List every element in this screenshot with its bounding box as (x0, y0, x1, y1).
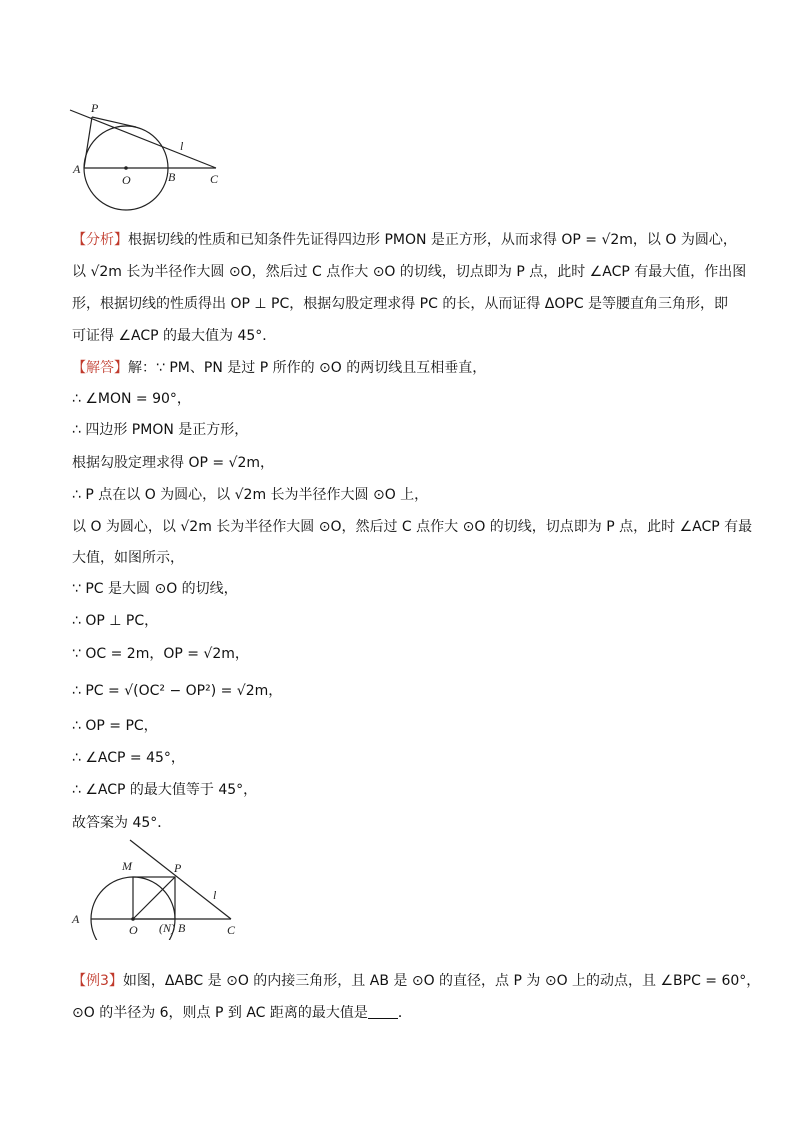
example-tag: 【例3】 (72, 973, 123, 989)
solution-line-2: ∴ ∠MON = 90°， (72, 391, 191, 407)
solution-line-7: 大值，如图所示， (72, 550, 184, 566)
label-b: B (178, 921, 186, 935)
label-o: O (129, 923, 138, 937)
label-l: l (213, 888, 217, 902)
solution-line-13: ∴ ∠ACP = 45°， (72, 750, 185, 766)
point-o (131, 917, 135, 921)
answer-blank[interactable] (368, 1004, 398, 1019)
label-a: A (73, 162, 81, 176)
label-o: O (122, 173, 131, 187)
solution-line-6: 以 O 为圆心，以 √2m 长为半径作大圆 ⊙O，然后过 C 点作大 ⊙O 的切线，切点即为 P 点，此时 ∠ACP 有最 (72, 519, 753, 535)
solution-line-1: 【解答】解：∵ PM、PN 是过 P 所作的 ⊙O 的两切线且互相垂直， (72, 360, 487, 376)
label-c: C (227, 923, 236, 937)
label-m: M (122, 859, 132, 873)
point-o (124, 166, 128, 170)
solution-line-11: ∴ PC = √(OC² − OP²) = √2m， (72, 683, 283, 699)
label-c: C (210, 172, 219, 186)
solution-line-12: ∴ OP = PC， (72, 718, 158, 734)
example-line-2: ⊙O 的半径为 6，则点 P 到 AC 距离的最大值是 ． (72, 1005, 412, 1021)
label-b: B (168, 170, 176, 184)
solution-line-9: ∴ OP ⊥ PC， (72, 613, 159, 629)
analysis-line-2: 以 √2m 长为半径作大圆 ⊙O，然后过 C 点作大 ⊙O 的切线，切点即为 P 点，此时 ∠ACP 有最大值，作出图 (72, 264, 747, 280)
figure-2-square-construction (60, 835, 245, 940)
analysis-line-1: 【分析】根据切线的性质和已知条件先证得四边形 PMON 是正方形，从而求得 OP = √2m，以 O 为圆心， (72, 232, 737, 248)
label-p: P (91, 101, 99, 115)
example-line-1: 【例3】如图，ΔABC 是 ⊙O 的内接三角形，且 AB 是 ⊙O 的直径，点 P 为 ⊙O 上的动点，且 ∠BPC = 60°， (72, 973, 761, 989)
analysis-line-3: 形，根据切线的性质得出 OP ⊥ PC，根据勾股定理求得 PC 的长，从而证得 ΔOPC 是等腰直角三角形，即 (72, 296, 729, 312)
solution-line-4: 根据勾股定理求得 OP = √2m， (72, 455, 275, 471)
analysis-tag: 【分析】 (72, 232, 128, 248)
label-p: P (174, 861, 182, 875)
solution-line-8: ∵ PC 是大圆 ⊙O 的切线， (72, 581, 238, 597)
label-n: (N) (159, 921, 175, 935)
solution-line-14: ∴ ∠ACP 的最大值等于 45°， (72, 782, 258, 798)
solution-line-10: ∵ OC = 2m，OP = √2m， (72, 646, 249, 662)
line-pa (84, 117, 92, 168)
solution-line-3: ∴ 四边形 PMON 是正方形， (72, 422, 249, 438)
label-a: A (72, 912, 80, 926)
solution-line-5: ∴ P 点在以 O 为圆心，以 √2m 长为半径作大圆 ⊙O 上， (72, 487, 429, 503)
figure-1-circle-tangent (60, 95, 240, 220)
label-l: l (180, 139, 184, 153)
solution-tag: 【解答】 (72, 360, 128, 376)
analysis-line-4: 可证得 ∠ACP 的最大值为 45°． (72, 328, 277, 344)
solution-line-15: 故答案为 45°． (72, 815, 172, 831)
